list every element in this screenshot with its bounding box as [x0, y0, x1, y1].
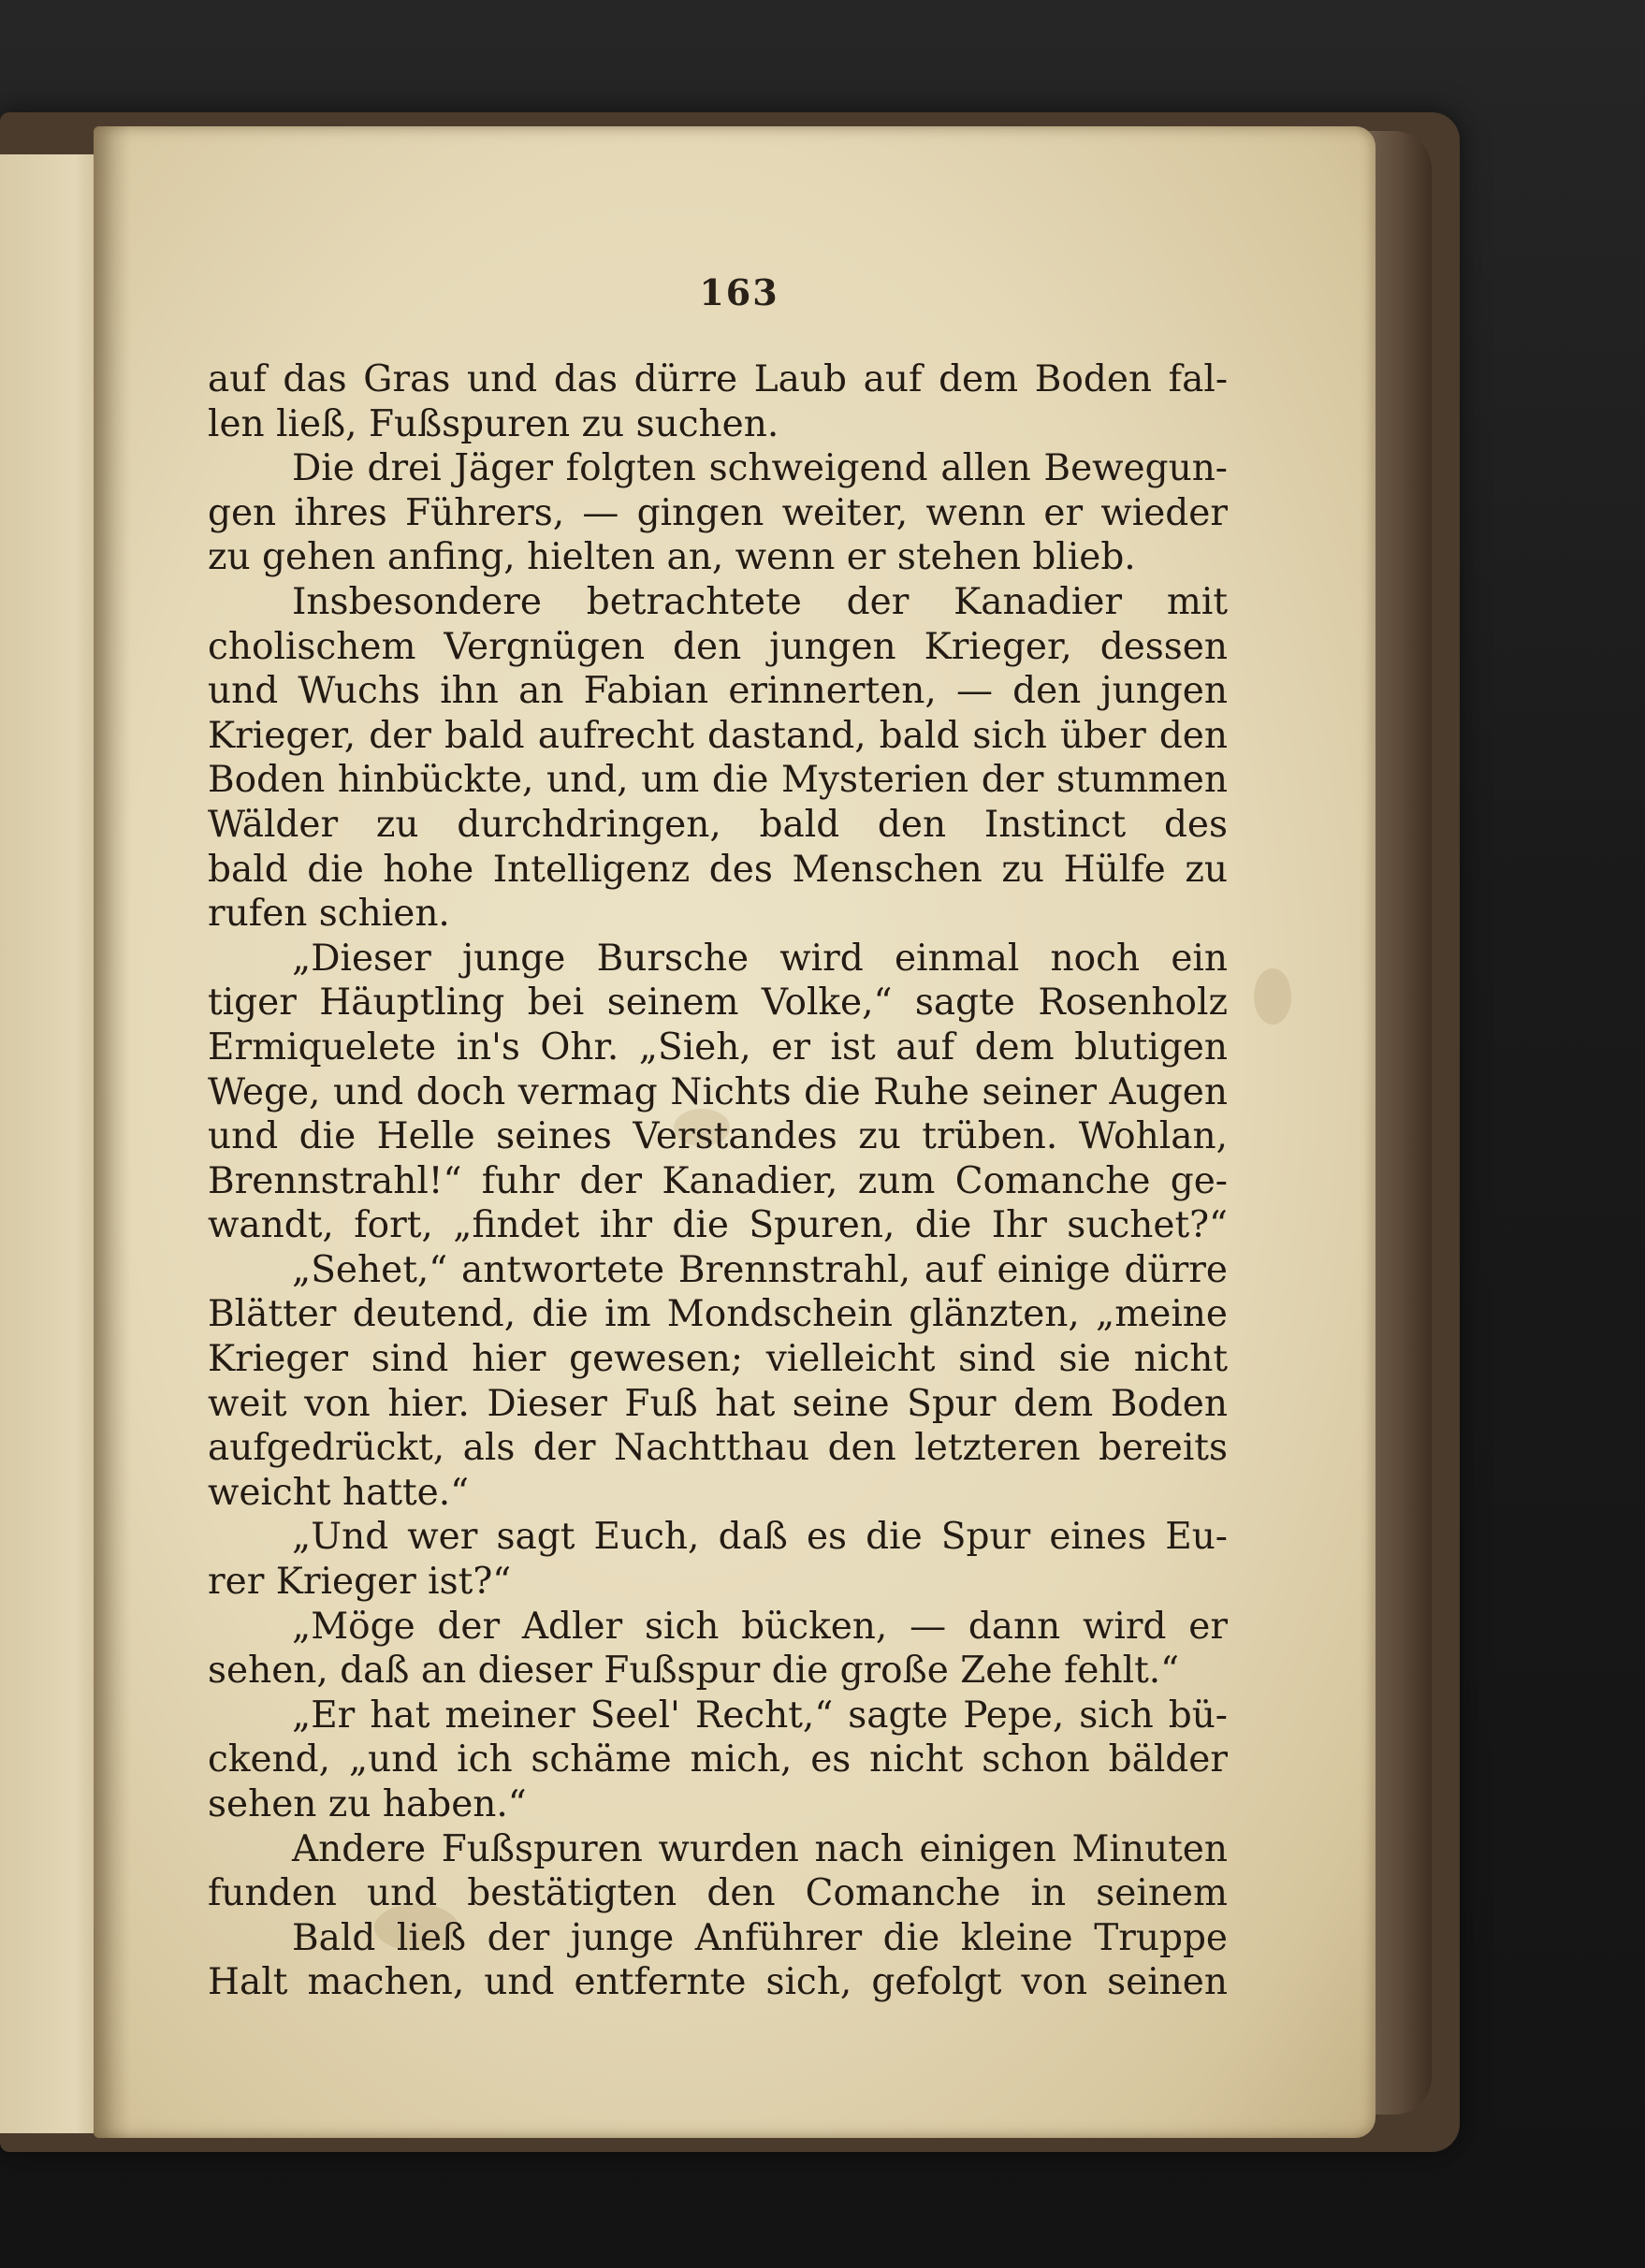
text-line: zu gehen anfing, hielten an, wenn er stehen blieb.	[208, 536, 1136, 579]
text-line: ckend, „und ich schäme mich, es nicht schon bälder	[208, 1738, 1228, 1781]
text-line: Krieger sind hier gewesen; vielleicht sind sie nicht	[208, 1338, 1228, 1381]
text-line: sehen zu haben.“	[208, 1783, 527, 1825]
text-line: Boden hinbückte, und, um die Mysterien der stummen	[208, 759, 1228, 802]
text-line: „Möge der Adler sich bücken, — dann wird er	[292, 1605, 1228, 1648]
text-line: funden und bestätigten den Comanche in seinem	[208, 1872, 1228, 1915]
text-line: auf das Gras und das dürre Laub auf dem Boden fal-	[208, 358, 1228, 400]
text-line: weicht hatte.“	[208, 1471, 470, 1514]
text-line: Bald ließ der junge Anführer die kleine Truppe	[292, 1916, 1228, 1959]
text-line: „Er hat meiner Seel' Recht,“ sagte Pepe, sich bü-	[292, 1694, 1228, 1737]
text-line: Krieger, der bald aufrecht dastand, bald sich über den	[208, 714, 1228, 757]
page-number: 163	[699, 271, 779, 313]
text-line: „Und wer sagt Euch, daß es die Spur eines Eu-	[292, 1516, 1228, 1559]
text-line: wandt, fort, „findet ihr die Spuren, die Ihr suchet?“	[208, 1204, 1228, 1247]
text-line: tiger Häuptling bei seinem Volke,“ sagte Rosenholz	[208, 981, 1228, 1025]
text-line: bald die hohe Intelligenz des Menschen zu Hülfe zu	[208, 848, 1228, 891]
gutter-shadow	[94, 126, 131, 2138]
text-line: weit von hier. Dieser Fuß hat seine Spur dem Boden	[208, 1382, 1228, 1425]
text-line: rer Krieger ist?“	[208, 1561, 512, 1604]
text-line: Blätter deutend, die im Mondschein glänzten, „meine	[208, 1293, 1228, 1336]
text-line: Wege, und doch vermag Nichts die Ruhe seiner Augen	[208, 1070, 1228, 1113]
text-line: Andere Fußspuren wurden nach einigen Minuten	[292, 1827, 1228, 1870]
text-line: aufgedrückt, als der Nachtthau den letzteren bereits	[208, 1427, 1228, 1470]
body-text	[208, 357, 1228, 2005]
text-line: cholischem Vergnügen den jungen Krieger, dessen	[208, 625, 1228, 668]
text-line: Wälder zu durchdringen, bald den Instinct des	[208, 803, 1228, 846]
text-line: „Sehet,“ antwortete Brennstrahl, auf einige dürre	[292, 1248, 1228, 1291]
text-line: gen ihres Führers, — gingen weiter, wenn er wieder	[208, 491, 1228, 534]
paper-stain	[1254, 968, 1291, 1025]
text-line: sehen, daß an dieser Fußspur die große Zehe fehlt.“	[208, 1650, 1180, 1693]
text-line: und die Helle seines Verstandes zu trüben. Wohlan,	[208, 1115, 1228, 1158]
text-line: „Dieser junge Bursche wird einmal noch ein	[292, 937, 1228, 980]
text-line: Halt machen, und entfernte sich, gefolgt von seinen	[208, 1961, 1228, 2004]
text-line: und Wuchs ihn an Fabian erinnerten, — den jungen	[208, 670, 1228, 713]
text-line: len ließ, Fußspuren zu suchen.	[208, 402, 779, 445]
text-line: Die drei Jäger folgten schweigend allen Bewegun-	[292, 447, 1228, 490]
text-line: rufen schien.	[208, 893, 450, 936]
text-line: Insbesondere betrachtete der Kanadier mit	[292, 580, 1228, 623]
text-line: Ermiquelete in's Ohr. „Sieh, er ist auf dem blutigen	[208, 1025, 1228, 1069]
text-line: Brennstrahl!“ fuhr der Kanadier, zum Comanche ge-	[208, 1159, 1228, 1202]
